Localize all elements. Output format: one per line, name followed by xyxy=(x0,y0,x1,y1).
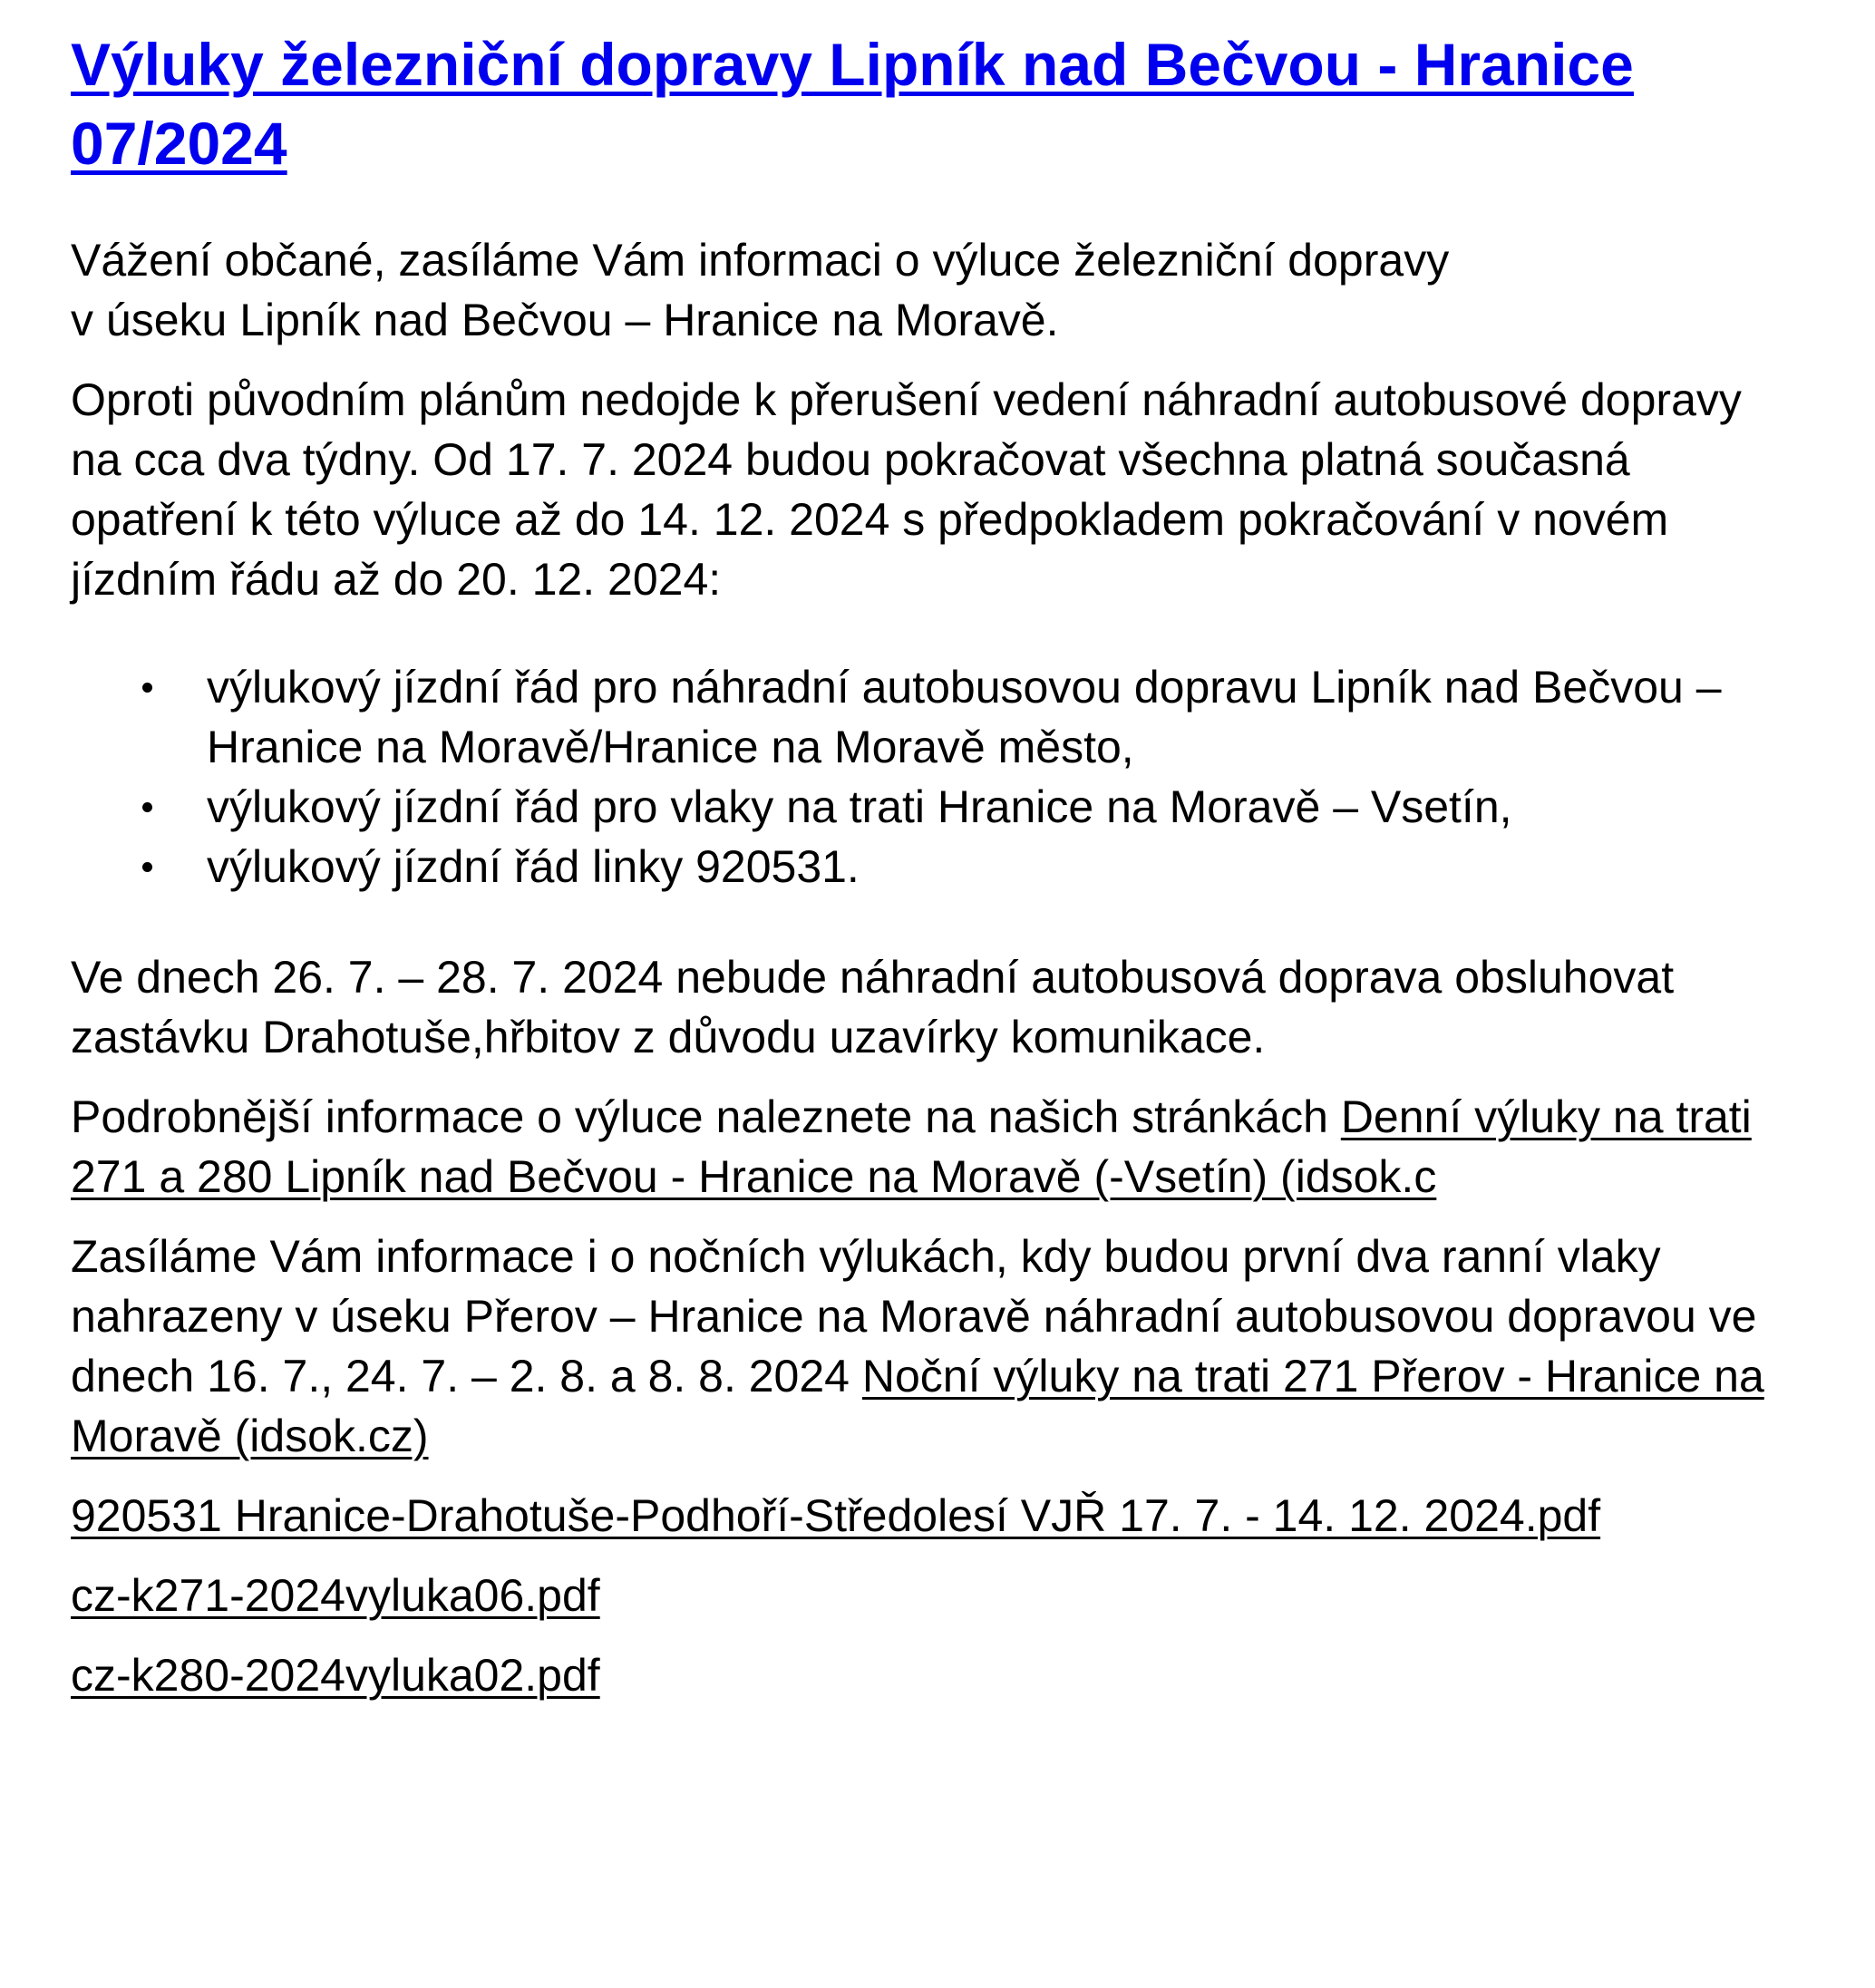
bullet-icon xyxy=(142,683,152,693)
attachment-item xyxy=(71,1566,1793,1625)
bullet-icon xyxy=(142,802,152,812)
night-closures-text: Zasíláme Vám informace i o nočních výlukách, kdy budou první dva ranní vlaky nahrazeny v úseku Přerov – Hranice na Moravě náhradní autobusovou dopravou ve dnech 16. 7., 24. 7. – 2. 8. a 8. 8. 2024 xyxy=(71,1231,1757,1401)
list-item xyxy=(207,657,1793,777)
daily-closures-link[interactable]: Denní výluky na trati 271 a 280 Lipník nad Bečvou - Hranice na Moravě (-Vsetín) (idsok.c xyxy=(71,1091,1752,1202)
list-item xyxy=(207,777,1793,837)
attachment-item xyxy=(71,1486,1793,1546)
night-closures-link[interactable]: Noční výluky na trati 271 Přerov - Hranice na Moravě (idsok.cz) xyxy=(71,1351,1764,1461)
list-item-text: výlukový jízdní řád pro náhradní autobusovou dopravu Lipník nad Bečvou – Hranice na Moravě/Hranice na Moravě město, xyxy=(207,662,1722,772)
article-title[interactable] xyxy=(71,25,1685,183)
intro-paragraph xyxy=(71,230,1793,350)
night-closures-paragraph xyxy=(71,1227,1793,1466)
attachment-link-k271[interactable]: cz-k271-2024vyluka06.pdf xyxy=(71,1570,600,1621)
article-title-link[interactable]: Výluky železniční dopravy Lipník nad Bečvou - Hranice 07/2024 xyxy=(71,31,1634,177)
attachment-link-k280[interactable]: cz-k280-2024vyluka02.pdf xyxy=(71,1650,600,1701)
attachment-item xyxy=(71,1645,1793,1705)
intro-line-2: v úseku Lipník nad Bečvou – Hranice na Moravě. xyxy=(71,295,1059,345)
bullet-icon xyxy=(142,862,152,872)
more-info-text: Podrobnější informace o výluce naleznete na našich stránkách xyxy=(71,1091,1341,1142)
timetable-list xyxy=(71,657,1793,897)
more-info-paragraph xyxy=(71,1087,1793,1207)
stop-closure-paragraph: Ve dnech 26. 7. – 28. 7. 2024 nebude náhradní autobusová doprava obsluhovat zastávku Drahotuše,hřbitov z důvodu uzavírky komunikace. xyxy=(71,952,1675,1062)
list-item-text: výlukový jízdní řád linky 920531. xyxy=(207,841,860,892)
list-item xyxy=(207,837,1793,897)
intro-line-1: Vážení občané, zasíláme Vám informaci o výluce železniční dopravy xyxy=(71,235,1450,286)
list-item-text: výlukový jízdní řád pro vlaky na trati Hranice na Moravě – Vsetín, xyxy=(207,781,1512,832)
plan-change-paragraph: Oproti původním plánům nedojde k přerušení vedení náhradní autobusové dopravy na cca dva týdny. Od 17. 7. 2024 budou pokračovat všechna platná současná opatření k této výluce až do 14. 12. 2024 s předpokladem pokračování v novém jízdním řádu až do 20. 12. 2024: xyxy=(71,374,1742,605)
attachment-link-920531[interactable]: 920531 Hranice-Drahotuše-Podhoří-Středolesí VJŘ 17. 7. - 14. 12. 2024.pdf xyxy=(71,1490,1601,1541)
